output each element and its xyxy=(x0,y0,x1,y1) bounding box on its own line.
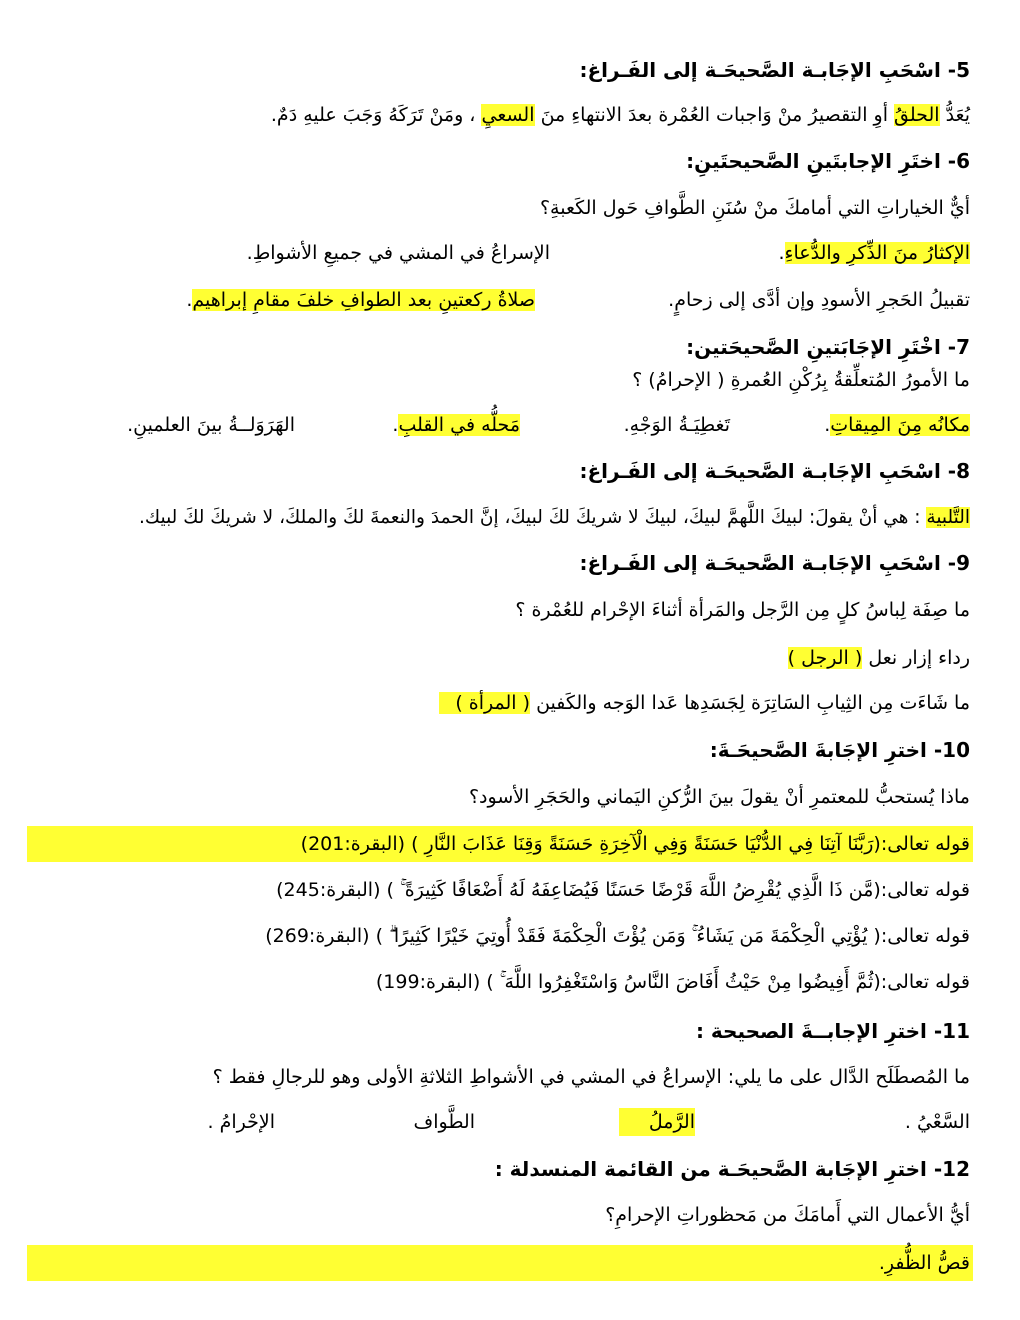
q8-heading: 8- اسْحَبِ الإجَابـة الصَّحيحَـة إلى الفَـراغ: xyxy=(579,459,970,483)
q8-text: : هي أنْ يقولَ: لبيكَ اللَّهمَّ لبيكَ، لبيكَ لا شريكَ لكَ لبيكَ، إنَّ الحمدَ والنعمةَ لكَ والملكَ، لا شريكَ لكَ لبيك. xyxy=(139,507,921,528)
q9-line-2 xyxy=(25,689,970,719)
q6-question: أيٌّ الخياراتِ التي أمامكَ منْ سُنَنِ الطَّوافِ حَول الكَعبةِ؟ xyxy=(539,197,970,219)
q5-post: ، ومَنْ تَرَكَهُ وَجَبَ عليهِ دَمٌ. xyxy=(270,104,476,126)
q5-answer-1[interactable]: الحلقُ xyxy=(894,104,940,126)
q6-option-1-text: الإكثارُ منَ الذِّكرِ والدُّعاءِ xyxy=(784,242,970,264)
q6-option-1-dot: . xyxy=(778,242,785,264)
q5-heading: 5- اسْحَبِ الإجَابـة الصَّحيحَـة إلى الفَـراغ: xyxy=(579,58,970,82)
q8-sentence xyxy=(25,504,970,534)
q10-heading: 10- اخترِ الإجَابةَ الصَّحيحَـةَ: xyxy=(709,738,970,762)
q5-sentence xyxy=(25,101,970,131)
q6-option-4-text: صلاةُ ركعتينِ بعد الطوافِ خلفَ مقامِ إبراهيم xyxy=(192,289,535,311)
q7-option-4[interactable]: الهَرَوَلــةُ بينَ العلمينِ. xyxy=(127,414,295,436)
q10-option-4[interactable]: قوله تعالى:(ثُمَّ أَفِيضُوا مِنْ حَيْثُ أَفَاضَ النَّاسُ وَاسْتَغْفِرُوا اللَّهَ ۚ ) (البقرة:199) xyxy=(375,971,970,993)
q11-option-4[interactable]: الإحْرامُ . xyxy=(207,1111,275,1133)
q11-option-2[interactable]: الرَّملُ xyxy=(619,1108,695,1136)
q11-question: ما المُصطَلَح الدَّال على ما يلي: الإسراعُ في المشي في الأشواطِ الثلاثةِ الأولى وهو للرجالِ فقط ؟ xyxy=(212,1066,970,1088)
q8-answer[interactable]: التَّلبية xyxy=(926,507,970,528)
q9-answer-2[interactable]: ( المرأة ) xyxy=(439,692,530,714)
q6-option-4-dot: . xyxy=(186,289,193,311)
q11-option-3[interactable]: الطَّواف xyxy=(413,1111,475,1133)
q9-question: ما صِفَة لِباسُ كلٍ مِن الرَّجل والمَرأة أثناءَ الإحْرام للعُمْرة ؟ xyxy=(515,599,970,621)
q9-heading: 9- اسْحَبِ الإجَابـة الصَّحيحَـة إلى الفَـراغ: xyxy=(579,551,970,575)
q9-line-1-text: رداء إزار نعل xyxy=(868,647,970,669)
q11-heading: 11- اخترِ الإجابــةَ الصحيحة : xyxy=(695,1019,970,1043)
q10-question: ماذا يُستحبُّ للمعتمرِ أنْ يقولَ بينَ الرُّكنِ اليَماني والحَجَرِ الأسود؟ xyxy=(468,786,970,808)
q6-option-1[interactable] xyxy=(778,239,970,267)
q7-option-1[interactable] xyxy=(824,411,970,439)
q7-question: ما الأمورُ المُتعلِّقةُ بِرُكْنِ العُمرةِ ( الإحرامُ) ؟ xyxy=(632,369,970,391)
q6-heading: 6- اختَرِ الإجابتَينِ الصَّحيحتَينِ: xyxy=(686,149,970,173)
q6-option-4[interactable] xyxy=(186,286,535,314)
q6-option-3[interactable]: تقبيلُ الحَجرِ الأسودِ وإن أدَّى إلى زحامٍ. xyxy=(668,289,970,311)
q7-heading: 7- اخْتَرِ الإجَابَتينِ الصَّحيحَتين: xyxy=(686,335,970,359)
q7-option-2[interactable]: تَغطِيَـةُ الوَجْهِ. xyxy=(623,414,730,436)
q5-answer-2[interactable]: السعيِ xyxy=(481,104,535,126)
q11-option-1[interactable]: السَّعْيُ . xyxy=(904,1111,970,1133)
q12-question: أيُّ الأعمال التي أَمامَكَ من مَحظوراتِ الإحرامِ؟ xyxy=(605,1204,970,1226)
q7-option-3-text: مَحلُّه في القلبِ xyxy=(398,414,520,436)
q6-option-2[interactable]: الإسراعُ في المشي في جميعِ الأشواطِ. xyxy=(246,242,550,264)
q5-mid: أوِ التقصيرُ منْ وَاجبات العُمْرة بعدَ الانتهاءِ منَ xyxy=(540,104,888,126)
q9-line-1 xyxy=(25,644,970,674)
q10-option-1[interactable]: قوله تعالى:(رَبَّنَا آتِنَا فِي الدُّنْيَا حَسَنَةً وَفِي الْآخِرَةِ حَسَنَةً وَقِنَا عَذَابَ النَّارِ ) (البقرة:201) xyxy=(300,833,970,855)
q12-heading: 12- اخترِ الإجَابة الصَّحيحَـة من القائمة المنسدلة : xyxy=(494,1157,970,1181)
q12-answer[interactable]: قصُّ الظُّفرِ. xyxy=(878,1252,970,1274)
q5-pre: يُعَدُّ xyxy=(945,104,970,126)
q7-option-3-dot: . xyxy=(392,414,399,436)
q7-option-1-text: مكانُه مِنَ المِيقاتِ xyxy=(830,414,970,436)
q7-option-1-dot: . xyxy=(824,414,831,436)
q9-line-2-text: ما شَاءَت مِن الثِيابِ السَاتِرَة لِجَسَدِها عَدا الوَجه والكَفين xyxy=(536,692,970,714)
q9-answer-1[interactable]: ( الرجل ) xyxy=(787,647,863,669)
q10-option-2[interactable]: قوله تعالى:(مَّن ذَا الَّذِي يُقْرِضُ اللَّهَ قَرْضًا حَسَنًا فَيُضَاعِفَهُ لَهُ أَضْعَافًا كَثِيرَةً ۚ ) (البقرة:245) xyxy=(276,879,970,901)
q7-option-3[interactable] xyxy=(392,411,520,439)
q10-option-3[interactable]: قوله تعالى:( يُؤْتِي الْحِكْمَةَ مَن يَشَاءُ ۚ وَمَن يُؤْتَ الْحِكْمَةَ فَقَدْ أُوتِيَ خَيْرًا كَثِيرًا ۗ ) (البقرة:269) xyxy=(265,925,970,947)
